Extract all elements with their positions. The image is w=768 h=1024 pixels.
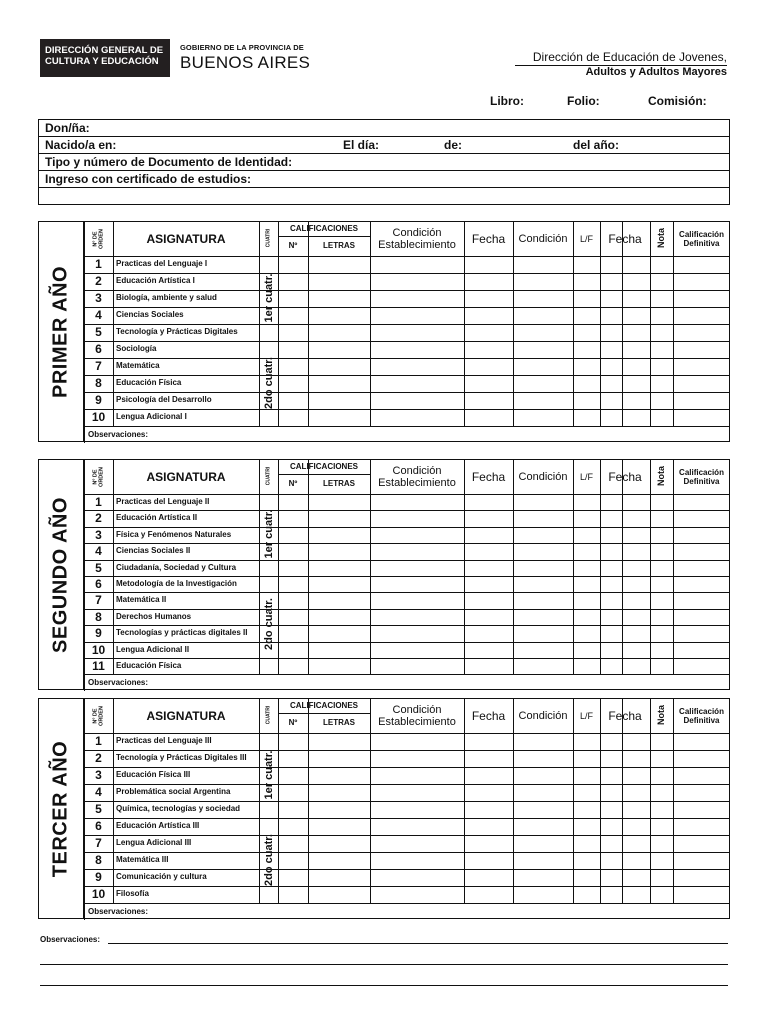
fecha-header: Fecha <box>471 232 506 246</box>
subject-row[interactable] <box>84 886 730 903</box>
subject-order-number: 1 <box>95 734 102 748</box>
subject-order-number: 8 <box>95 609 102 624</box>
subject-name: Ciencias Sociales II <box>116 546 191 556</box>
subject-order-number: 8 <box>95 853 102 867</box>
student-identity-form <box>38 119 730 205</box>
orden-header: Nº DE ORDEN <box>92 467 105 487</box>
lf-header: L/F <box>579 711 593 721</box>
asignatura-header: ASIGNATURA <box>146 709 226 723</box>
row-line <box>84 426 730 427</box>
subject-order-number: 10 <box>91 410 106 424</box>
calificaciones-header: CALIFICACIONES <box>290 462 358 471</box>
subject-order-number: 9 <box>95 393 102 407</box>
cuatri-header: CUATRI <box>265 466 272 486</box>
year-label <box>39 699 84 918</box>
subject-name: Sociología <box>116 344 157 353</box>
year-observations-label: Observaciones: <box>88 907 149 916</box>
subject-order-number: 6 <box>95 342 102 356</box>
subject-name: Educación Física <box>116 661 182 670</box>
blank-row[interactable] <box>39 188 729 205</box>
logo-line-2: CULTURA Y EDUCACIÓN <box>45 56 159 67</box>
subject-name: Educación Artística II <box>116 513 198 523</box>
subject-name: Derechos Humanos <box>116 611 192 621</box>
subject-name: Química, tecnologías y sociedad <box>116 804 241 813</box>
fecha-2-header: Fecha <box>608 709 642 723</box>
row-line <box>84 674 730 675</box>
year-label-text: TERCER AÑO <box>49 740 72 877</box>
subject-order-number: 6 <box>95 577 102 591</box>
subject-order-number: 6 <box>95 819 102 833</box>
document-label: Tipo y número de Documento de Identidad: <box>45 155 293 169</box>
numero-header: Nº <box>288 241 298 250</box>
subject-name: Educación Artística III <box>116 821 200 830</box>
subject-order-number: 10 <box>91 887 106 901</box>
condicion-establecimiento-header-1: Condición <box>392 704 442 716</box>
condicion-header: Condición <box>518 710 568 722</box>
year-table-1 <box>38 221 730 442</box>
donna-label: Don/ña: <box>45 121 90 135</box>
calificaciones-header: CALIFICACIONES <box>290 224 358 233</box>
subject-name: Comunicación y cultura <box>116 872 207 881</box>
subject-order-number: 2 <box>95 511 102 526</box>
comision-field-label: Comisión: <box>648 94 707 108</box>
subject-name: Practicas del Lenguaje III <box>116 736 212 745</box>
subject-order-number: 10 <box>91 642 106 657</box>
subject-order-number: 1 <box>95 495 102 509</box>
subject-order-number: 3 <box>95 527 102 542</box>
subject-name: Matemática <box>116 361 160 370</box>
subject-name: Física y Fenómenos Naturales <box>116 529 232 539</box>
year-label-text: SEGUNDO AÑO <box>49 496 72 653</box>
subject-name: Ciudadanía, Sociedad y Cultura <box>116 562 237 572</box>
subject-order-number: 3 <box>95 291 102 305</box>
subject-name: Tecnología y Prácticas Digitales III <box>116 753 247 762</box>
cuatri-header: CUATRI <box>265 705 272 725</box>
general-observations-label: Observaciones: <box>40 935 101 944</box>
subject-name: Matemática III <box>116 855 169 864</box>
subject-name: Psicología del Desarrollo <box>116 395 212 404</box>
year-label <box>39 222 84 441</box>
primer-cuatrimestre-label: 1er cuatr. <box>262 273 275 322</box>
subject-name: Filosofía <box>116 889 149 898</box>
row-line <box>84 903 730 904</box>
subject-name: Tecnologías y prácticas digitales II <box>116 628 248 638</box>
subject-name: Metodología de la Investigación <box>116 579 237 588</box>
year-table-2 <box>38 459 730 690</box>
subject-order-number: 2 <box>95 274 102 288</box>
cuatri-header: CUATRI <box>265 228 272 248</box>
subject-order-number: 3 <box>95 768 102 782</box>
primer-cuatrimestre-label: 1er cuatr. <box>262 509 275 559</box>
ingreso-row[interactable] <box>39 171 729 188</box>
letras-header: LETRAS <box>323 241 355 250</box>
subject-name: Lengua Adicional II <box>116 644 190 654</box>
subject-name: Educación Física III <box>116 770 191 779</box>
subject-name: Educación Física <box>116 378 182 387</box>
nota-header: Nota <box>656 705 666 725</box>
condicion-header: Condición <box>518 233 568 245</box>
year-observations-label: Observaciones: <box>88 430 149 439</box>
fecha-2-header: Fecha <box>608 470 642 484</box>
donna-row[interactable] <box>39 120 729 137</box>
government-label: GOBIERNO DE LA PROVINCIA DE <box>180 43 304 52</box>
calificaciones-subline <box>278 713 370 714</box>
del-anio-label: del año: <box>573 138 620 152</box>
year-observations-label: Observaciones: <box>88 678 149 688</box>
subject-name: Matemática II <box>116 595 167 605</box>
observations-line-2[interactable] <box>40 964 728 965</box>
orden-header: Nº DE ORDEN <box>92 706 105 726</box>
subject-order-number: 4 <box>95 785 102 799</box>
year-table-3 <box>38 698 730 919</box>
segundo-cuatrimestre-label: 2do cuatr. <box>262 598 275 651</box>
fecha-header: Fecha <box>471 470 506 484</box>
subject-name: Lengua Adicional I <box>116 412 187 421</box>
numero-header: Nº <box>288 479 298 488</box>
condicion-header: Condición <box>518 471 568 483</box>
subject-order-number: 11 <box>92 659 105 673</box>
folio-field-label: Folio: <box>567 94 600 108</box>
subject-order-number: 5 <box>95 560 102 575</box>
letras-header: LETRAS <box>323 479 355 488</box>
letras-header: LETRAS <box>323 718 355 727</box>
calificacion-definitiva-header-1: Calificación <box>679 707 724 716</box>
nacido-label: Nacido/a en: <box>45 138 117 152</box>
subject-order-number: 5 <box>95 325 102 339</box>
year-label-text: PRIMER AÑO <box>49 265 72 398</box>
subject-name: Biología, ambiente y salud <box>116 293 217 302</box>
lf-header: L/F <box>579 234 593 244</box>
subject-row[interactable] <box>84 592 730 608</box>
document-row[interactable] <box>39 154 729 171</box>
libro-field-label: Libro: <box>490 94 524 108</box>
condicion-establecimiento-header-2: Establecimiento <box>378 239 456 251</box>
subject-order-number: 5 <box>95 802 102 816</box>
year-label <box>39 460 84 689</box>
calificaciones-header: CALIFICACIONES <box>290 701 358 710</box>
condicion-establecimiento-header-1: Condición <box>392 465 442 477</box>
segundo-cuatrimestre-label: 2do cuatr. <box>262 356 275 409</box>
subject-row[interactable] <box>84 358 730 375</box>
condicion-establecimiento-header-2: Establecimiento <box>378 477 456 489</box>
segundo-cuatrimestre-label: 2do cuatr. <box>262 833 275 886</box>
calificacion-definitiva-header-2: Definitiva <box>683 477 720 486</box>
subject-order-number: 4 <box>95 308 102 322</box>
subject-name: Educación Artística I <box>116 276 195 285</box>
fecha-header: Fecha <box>471 709 506 723</box>
subject-order-number: 7 <box>95 836 102 850</box>
subject-order-number: 7 <box>95 359 102 373</box>
subject-name: Ciencias Sociales <box>116 310 184 319</box>
el-dia-label: El día: <box>343 138 380 152</box>
calificacion-definitiva-header-1: Calificación <box>679 468 724 477</box>
primer-cuatrimestre-label: 1er cuatr. <box>262 750 275 799</box>
subject-order-number: 9 <box>95 870 102 884</box>
subject-name: Problemática social Argentina <box>116 787 231 796</box>
condicion-establecimiento-header-1: Condición <box>392 227 442 239</box>
calificaciones-subline <box>278 474 370 475</box>
subject-order-number: 2 <box>95 751 102 765</box>
de-label: de: <box>444 138 462 152</box>
subject-row[interactable] <box>84 852 730 869</box>
province-name: BUENOS AIRES <box>180 53 311 72</box>
observations-line-1[interactable] <box>108 943 728 944</box>
subject-order-number: 1 <box>95 257 102 271</box>
calificacion-definitiva-header-2: Definitiva <box>683 239 720 248</box>
subject-order-number: 8 <box>95 376 102 390</box>
observations-line-3[interactable] <box>40 985 728 986</box>
nota-header: Nota <box>656 466 666 486</box>
asignatura-header: ASIGNATURA <box>146 470 226 484</box>
subject-order-number: 4 <box>95 544 102 559</box>
subject-order-number: 7 <box>95 593 102 608</box>
subject-name: Practicas del Lenguaje I <box>116 259 208 268</box>
direction-title-line-1: Dirección de Educación de Jovenes, <box>515 50 727 66</box>
calificaciones-subline <box>278 236 370 237</box>
subject-name: Lengua Adicional III <box>116 838 192 847</box>
numero-header: Nº <box>288 718 298 727</box>
ministry-logo <box>40 39 170 77</box>
lf-header: L/F <box>579 472 593 482</box>
calificacion-definitiva-header-2: Definitiva <box>683 716 720 725</box>
orden-header: Nº DE ORDEN <box>92 229 105 249</box>
subject-name: Tecnología y Prácticas Digitales <box>116 327 238 336</box>
nota-header: Nota <box>656 228 666 248</box>
fecha-2-header: Fecha <box>608 232 642 246</box>
subject-order-number: 9 <box>95 626 102 641</box>
logo-line-1: DIRECCIÓN GENERAL DE <box>45 45 164 56</box>
subject-name: Practicas del Lenguaje II <box>116 497 210 506</box>
asignatura-header: ASIGNATURA <box>146 232 226 246</box>
subject-row[interactable] <box>84 341 730 358</box>
ingreso-label: Ingreso con certificado de estudios: <box>45 172 252 186</box>
condicion-establecimiento-header-2: Establecimiento <box>378 716 456 728</box>
direction-title-line-2: Adultos y Adultos Mayores <box>585 66 727 78</box>
birth-row[interactable] <box>39 137 729 154</box>
calificacion-definitiva-header-1: Calificación <box>679 230 724 239</box>
